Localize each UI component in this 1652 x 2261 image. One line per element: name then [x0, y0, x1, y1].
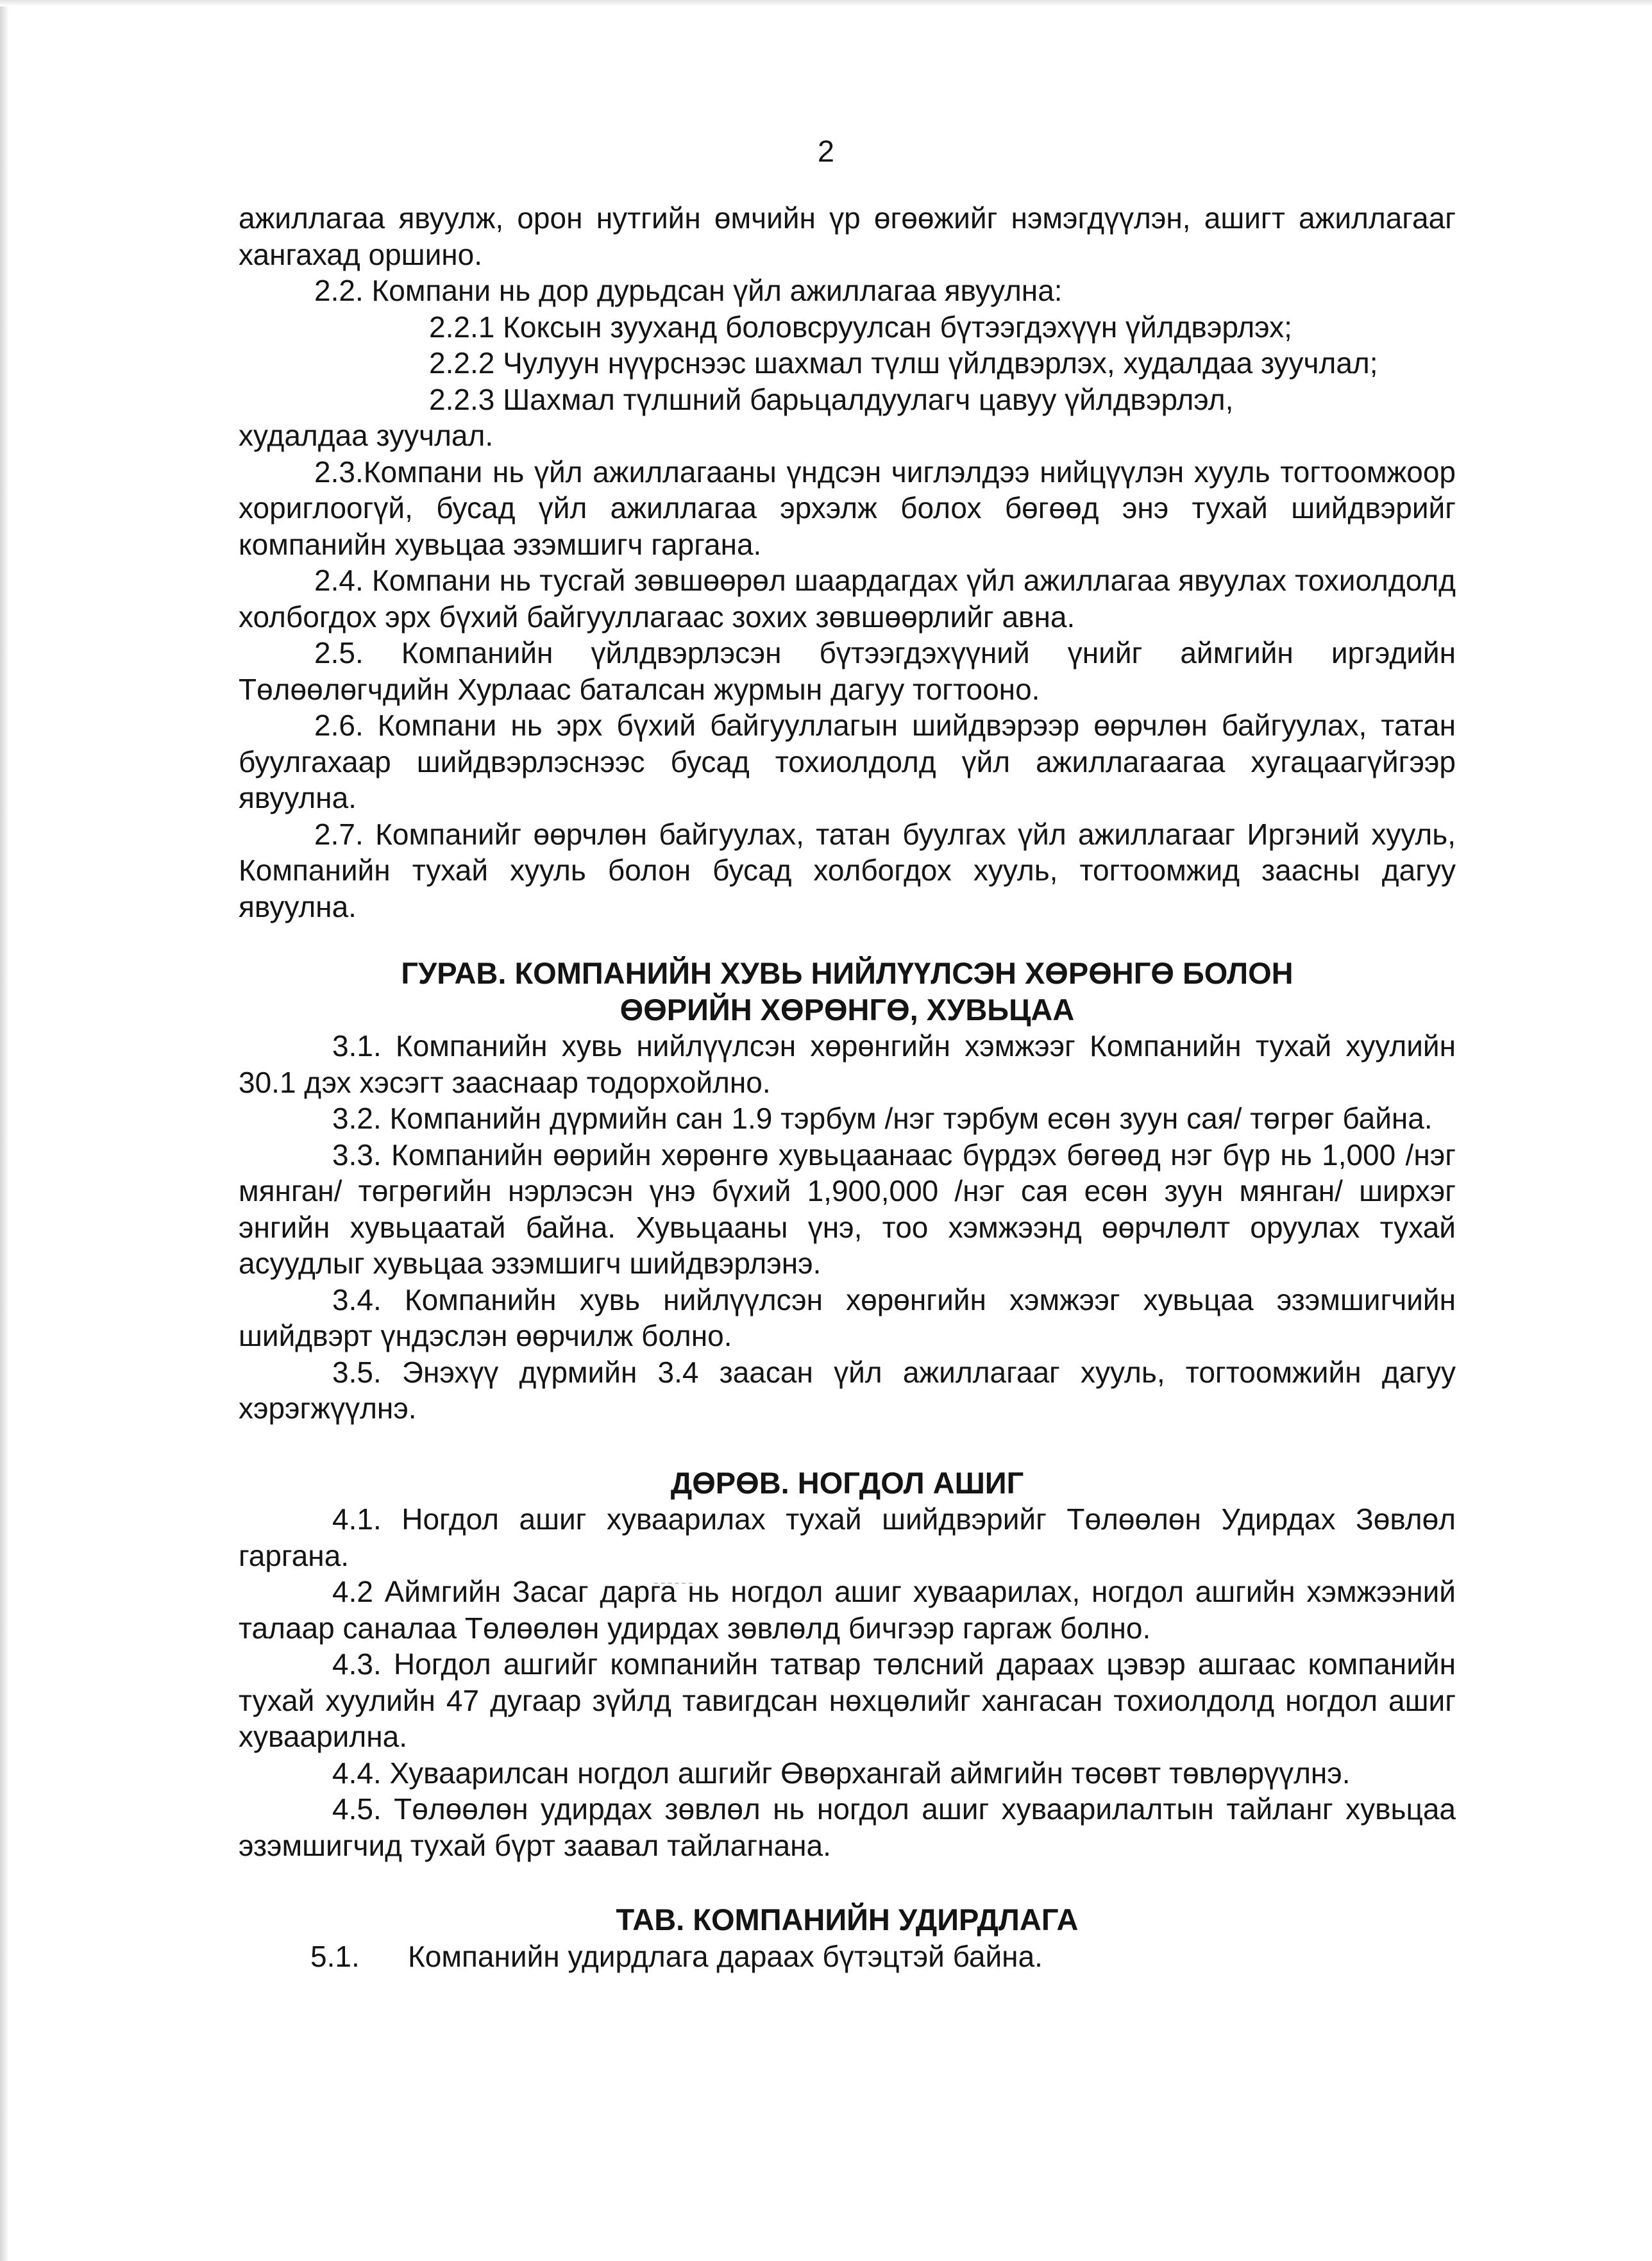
paragraph-2-3: 2.3.Компани нь үйл ажиллагааны үндсэн чиглэлдээ нийцүүлэн хууль тогтоомжоор хориглоогүй, бусад үйл ажиллагаа эрхэлж болох бөгөөд энэ тухай шийдвэрийг компанийн хувьцаа эзэмшигч гаргана.	[239, 455, 1456, 561]
paragraph-2-7: 2.7. Компанийг өөрчлөн байгуулах, татан буулгах үйл ажиллагааг Иргэний хууль, Компанийн тухай хууль болон бусад холбогдох хууль, тогтоомжид заасны дагуу явуулна.	[239, 817, 1456, 923]
paragraph-2-2-2: 2.2.2 Чулуун нүүрснээс шахмал түлш үйлдвэрлэх, худалдаа зуучлал;	[429, 346, 1378, 380]
paragraph-2-1-continuation: ажиллагаа явуулж, орон нутгийн өмчийн үр өгөөжийг нэмэгдүүлэн, ашигт ажиллагааг хангахад оршино.	[239, 201, 1456, 271]
paragraph-3-2: 3.2. Компанийн дүрмийн сан 1.9 тэрбум /нэг тэрбум есөн зуун сая/ төгрөг байна.	[332, 1102, 1433, 1135]
paragraph-2-2-1: 2.2.1 Коксын зууханд боловсруулсан бүтээгдэхүүн үйлдвэрлэх;	[429, 310, 1292, 344]
section-5-heading: ТАВ. КОМПАНИЙН УДИРДЛАГА	[616, 1903, 1079, 1937]
section-spacer	[239, 1427, 1456, 1465]
paragraph-3-4: 3.4. Компанийн хувь нийлүүлсэн хөрөнгийн хэмжээг хувьцаа эзэмшигчийн шийдвэрт үндэслэн өөрчилж болно.	[239, 1282, 1456, 1352]
paragraph-2-2: 2.2. Компани нь дор дурьдсан үйл ажиллагаа явуулна:	[314, 274, 1063, 307]
section-3-heading-line-2: ӨӨРИЙН ХӨРӨНГӨ, ХУВЬЦАА	[620, 992, 1075, 1027]
paragraph-2-4: 2.4. Компани нь тусгай зөвшөөрөл шаардагдах үйл ажиллагаа явуулах тохиолдолд холбогдох эрх бүхий байгууллагаас зохих зөвшөөрлийг авна.	[239, 564, 1456, 634]
paragraph-2-5: 2.5. Компанийн үйлдвэрлэсэн бүтээгдэхүүний үнийг аймгийн иргэдийн Төлөөлөгчдийн Хурлаас баталсан журмын дагуу тогтооно.	[239, 636, 1456, 706]
list-text: Компанийн удирдлага дараах бүтэцтэй байна.	[408, 1939, 1043, 1973]
paragraph-3-1: 3.1. Компанийн хувь нийлүүлсэн хөрөнгийн хэмжээг Компанийн тухай хуулийн 30.1 дэх хэсэгт зааснаар тодорхойлно.	[239, 1029, 1456, 1099]
section-3-heading-line-1: ГУРАВ. КОМПАНИЙН ХУВЬ НИЙЛҮҮЛСЭН ХӨРӨНГӨ БОЛОН	[401, 956, 1294, 990]
section-spacer	[239, 925, 1456, 955]
paragraph-4-4: 4.4. Хуваарилсан ногдол ашгийг Өвөрхангай аймгийн төсөвт төвлөрүүлнэ.	[332, 1756, 1351, 1790]
scan-edge-left	[0, 0, 9, 2261]
paragraph-3-3: 3.3. Компанийн өөрийн хөрөнгө хувьцаанаас бүрдэх бөгөөд нэг бүр нь 1,000 /нэг мянган/ төгрөгийн нэрлэсэн үнэ бүхий 1,900,000 /нэг сая есөн зуун мянган/ ширхэг энгийн хувьцаатай байна. Хувьцааны үнэ, тоо хэмжээнд өөрчлөлт оруулах тухай асуудлыг хувьцаа эзэмшигч шийдвэрлэнэ.	[239, 1138, 1456, 1280]
paragraph-2-2-3-continuation: худалдаа зуучлал.	[239, 419, 494, 452]
section-spacer	[239, 1863, 1456, 1902]
paragraph-5-1	[239, 1938, 1456, 1975]
section-4-heading: ДӨРӨВ. НОГДОЛ АШИГ	[670, 1465, 1024, 1500]
scan-artifact	[654, 1583, 693, 1586]
document-body	[239, 200, 1456, 1974]
paragraph-4-1: 4.1. Ногдол ашиг хуваарилах тухай шийдвэрийг Төлөөлөн Удирдах Зөвлөл гаргана.	[239, 1502, 1456, 1572]
scan-edge-top	[0, 0, 1652, 6]
paragraph-2-2-3: 2.2.3 Шахмал түлшний барьцалдуулагч цавуу үйлдвэрлэл,	[429, 382, 1234, 416]
paragraph-4-2: 4.2 Аймгийн Засаг дарга нь ногдол ашиг хуваарилах, ногдол ашгийн хэмжээний талаар саналаа Төлөөлөн удирдах зөвлөлд бичгээр гаргаж болно.	[239, 1575, 1456, 1645]
paragraph-4-5: 4.5. Төлөөлөн удирдах зөвлөл нь ногдол ашиг хуваарилалтын тайланг хувьцаа эзэмшигчид тухай бүрт заавал тайлагнана.	[239, 1792, 1456, 1862]
paragraph-3-5: 3.5. Энэхүү дүрмийн 3.4 заасан үйл ажиллагааг хууль, тогтоомжийн дагуу хэрэгжүүлнэ.	[239, 1355, 1456, 1425]
paragraph-4-3: 4.3. Ногдол ашгийг компанийн татвар төлсний дараах цэвэр ашгаас компанийн тухай хуулийн 47 дугаар зүйлд тавигдсан нөхцөлийг хангасан тохиолдолд ногдол ашиг хуваарилна.	[239, 1647, 1456, 1753]
list-number: 5.1.	[310, 1939, 360, 1973]
paragraph-2-6: 2.6. Компани нь эрх бүхий байгууллагын шийдвэрээр өөрчлөн байгуулах, татан буулгахаар шийдвэрлэснээс бусад тохиолдолд үйл ажиллагаагаа хугацаагүйгээр явуулна.	[239, 709, 1456, 814]
page-number: 2	[817, 134, 835, 168]
